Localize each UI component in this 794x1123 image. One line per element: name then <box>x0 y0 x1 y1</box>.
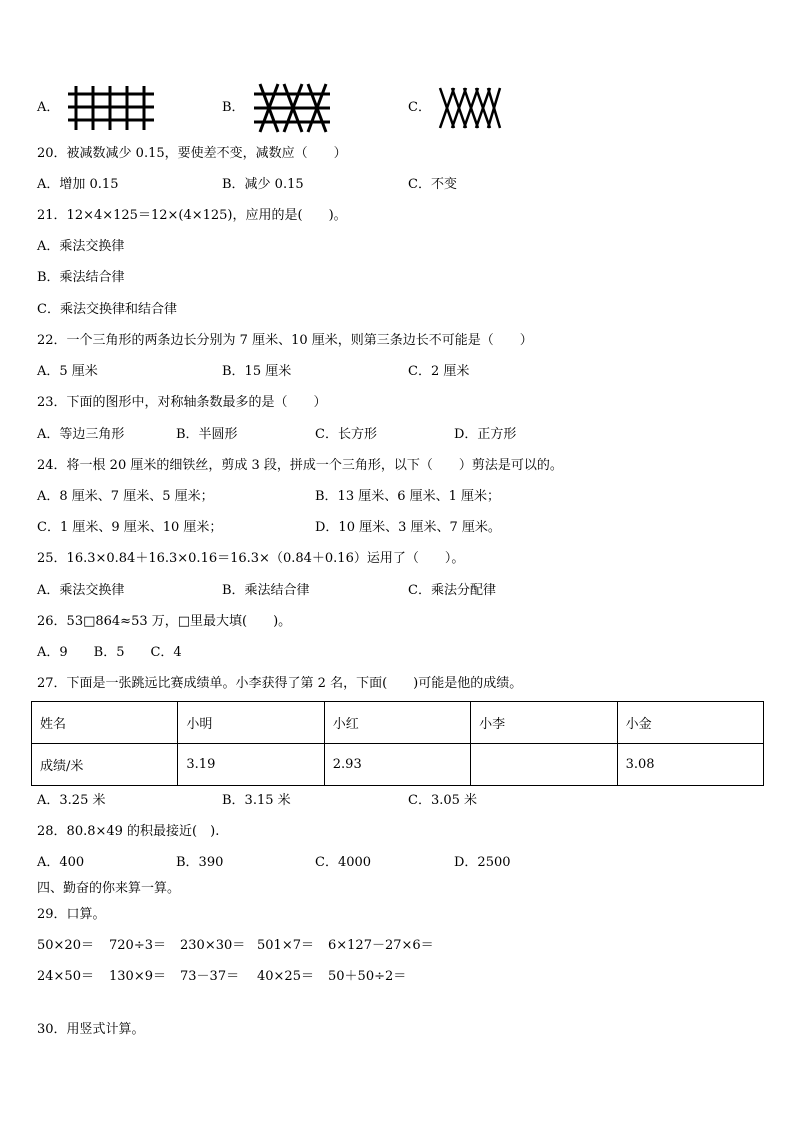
question-28-option-d: D．2500 <box>454 855 511 870</box>
section-4-title: 四、勤奋的你来算一算。 <box>37 881 181 896</box>
table-cell: 小红 <box>324 702 470 744</box>
question-27-option-a: A．3.25 米 <box>37 793 106 808</box>
question-26-stem: 26．53□864≈53 万，□里最大填( )。 <box>37 614 292 629</box>
option-b-label: B． <box>222 100 245 115</box>
oral-calc-item: 50×20＝ <box>37 938 94 953</box>
oral-calc-item: 230×30＝ <box>180 938 246 953</box>
score-table <box>31 701 764 786</box>
oral-calc-item: 720÷3＝ <box>109 938 166 953</box>
question-21-stem: 21．12×4×125＝12×(4×125)，应用的是( )。 <box>37 208 347 223</box>
question-30-stem: 30．用竖式计算。 <box>37 1022 145 1037</box>
oral-calc-item: 50＋50÷2＝ <box>328 969 407 984</box>
figure-a-grid <box>66 84 156 132</box>
question-27-option-c: C．3.05 米 <box>408 793 478 808</box>
table-cell: 小明 <box>178 702 324 744</box>
question-24-option-a: A．8 厘米、7 厘米、5 厘米； <box>37 489 214 504</box>
question-20-stem: 20．被减数减少 0.15，要使差不变，减数应（ ） <box>37 146 347 161</box>
question-25-option-a: A．乘法交换律 <box>37 583 125 598</box>
question-24-stem: 24．将一根 20 厘米的细铁丝，剪成 3 段，拼成一个三角形，以下（ ）剪法是可以的。 <box>37 458 563 473</box>
question-20-option-a: A．增加 0.15 <box>37 177 119 192</box>
option-a-label: A． <box>37 100 60 115</box>
question-22-option-a: A．5 厘米 <box>37 364 98 379</box>
question-28-stem: 28．80.8×49 的积最接近( ). <box>37 824 220 839</box>
table-cell: 2.93 <box>324 744 470 786</box>
option-c-label: C． <box>408 100 431 115</box>
figure-c-zigzag <box>436 86 504 130</box>
oral-calc-item: 6×127－27×6＝ <box>328 938 434 953</box>
question-24-option-d: D．10 厘米、3 厘米、7 厘米。 <box>315 520 501 535</box>
table-cell: 成绩/米 <box>32 744 178 786</box>
question-25-stem: 25．16.3×0.84＋16.3×0.16＝16.3×（0.84＋0.16）运用了（ ）。 <box>37 551 465 566</box>
question-22-option-b: B．15 厘米 <box>222 364 292 379</box>
table-cell: 小李 <box>471 702 617 744</box>
question-29-stem: 29．口算。 <box>37 907 106 922</box>
question-26-options: A．9 B．5 C．4 <box>37 645 182 660</box>
table-cell <box>471 744 617 786</box>
question-27-stem: 27．下面是一张跳远比赛成绩单。小李获得了第 2 名，下面( )可能是他的成绩。 <box>37 676 523 691</box>
question-28-option-c: C．4000 <box>315 855 372 870</box>
question-21-option-a: A．乘法交换律 <box>37 239 125 254</box>
question-23-option-b: B．半圆形 <box>176 427 238 442</box>
oral-calc-item: 501×7＝ <box>257 938 314 953</box>
table-row <box>32 744 764 786</box>
question-25-option-c: C．乘法分配律 <box>408 583 496 598</box>
question-20-option-c: C．不变 <box>408 177 457 192</box>
question-27-option-b: B．3.15 米 <box>222 793 291 808</box>
table-cell: 小金 <box>617 702 763 744</box>
table-row <box>32 702 764 744</box>
question-23-option-a: A．等边三角形 <box>37 427 125 442</box>
question-25-option-b: B．乘法结合律 <box>222 583 310 598</box>
question-20-option-b: B．减少 0.15 <box>222 177 304 192</box>
question-23-option-c: C．长方形 <box>315 427 377 442</box>
figure-b-crossed-lines <box>250 82 334 134</box>
question-23-option-d: D．正方形 <box>454 427 517 442</box>
table-cell: 3.19 <box>178 744 324 786</box>
table-cell: 3.08 <box>617 744 763 786</box>
oral-calc-item: 130×9＝ <box>109 969 166 984</box>
question-23-stem: 23．下面的图形中，对称轴条数最多的是（ ） <box>37 395 327 410</box>
question-28-option-b: B．390 <box>176 855 224 870</box>
question-24-option-b: B．13 厘米、6 厘米、1 厘米； <box>315 489 501 504</box>
question-22-stem: 22．一个三角形的两条边长分别为 7 厘米、10 厘米，则第三条边长不可能是（ ） <box>37 333 533 348</box>
question-24-option-c: C．1 厘米、9 厘米、10 厘米； <box>37 520 223 535</box>
oral-calc-item: 40×25＝ <box>257 969 314 984</box>
table-cell: 姓名 <box>32 702 178 744</box>
question-22-option-c: C．2 厘米 <box>408 364 470 379</box>
oral-calc-item: 24×50＝ <box>37 969 94 984</box>
oral-calc-item: 73－37＝ <box>180 969 240 984</box>
question-21-option-c: C．乘法交换律和结合律 <box>37 302 177 317</box>
question-21-option-b: B．乘法结合律 <box>37 270 125 285</box>
question-28-option-a: A．400 <box>37 855 85 870</box>
